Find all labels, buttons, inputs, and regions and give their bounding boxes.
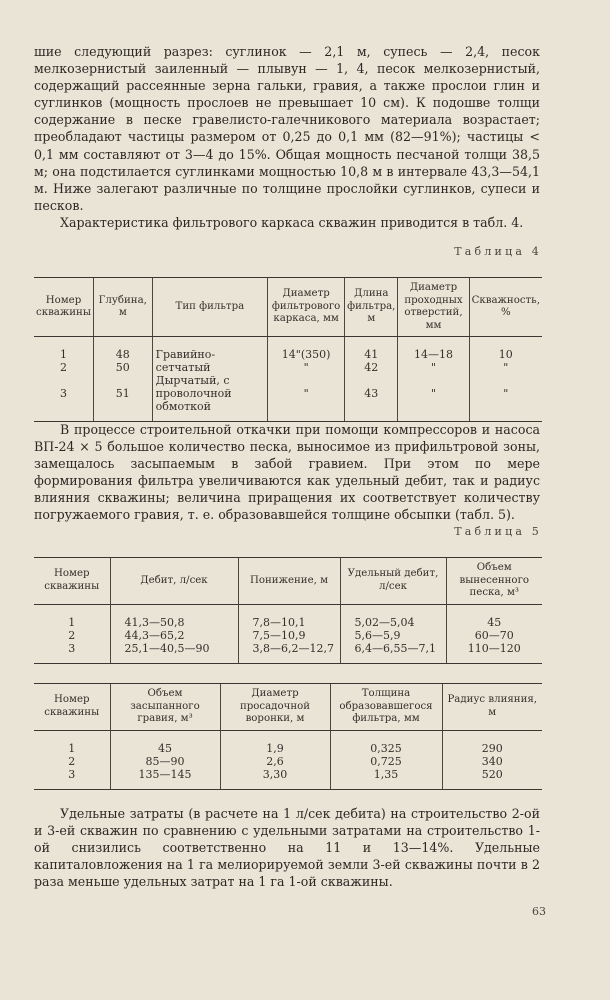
table5a-cell-drawdown: 7,8—10,1 7,5—10,9 3,8—6,2—12,7 [238, 604, 340, 663]
table5b-header-gravel-volume: Объем засыпанного гравия, м³ [110, 684, 220, 731]
table5a-cell-sand-volume: 45 60—70 110—120 [446, 604, 542, 663]
table4-caption: Таблица 4 [454, 245, 542, 258]
table5b-cell-gravel-volume: 45 85—90 135—145 [110, 730, 220, 789]
table5a-cell-well: 1 2 3 [34, 604, 110, 663]
table5a-row [34, 604, 542, 663]
table5b-header-filter-thickness: Толщина образовавшегося фильтра, мм [330, 684, 442, 731]
table4-header-filter-type: Тип фильтра [152, 278, 267, 337]
table5a-header-sand-volume: Объем вынесенного песка, м³ [446, 558, 542, 605]
table4-cell-depth: 48 50 51 [93, 337, 152, 422]
paragraph-costs: Удельные затраты (в расчете на 1 л/сек дебита) на строительство 2-ой и 3-ей скважин по сравнению с удельными затратами на строительство 1-ой снизились соответственно на 11 и 13—14%. Удельные капиталовложения на 1 га мелиорируемой земли 3-ей скважины почти в 2 раза меньше удельных затрат на 1 га 1-ой скважины. [34, 806, 540, 890]
table4-header-porosity: Скважность, % [469, 278, 542, 337]
table5a-header-yield: Дебит, л/сек [110, 558, 238, 605]
table4-cell-frame-diameter: 14"(350) " " [268, 337, 345, 422]
table4-header-frame-diameter: Диаметр фильтрового каркаса, мм [268, 278, 345, 337]
table4-cell-porosity: 10 " " [469, 337, 542, 422]
table4-cell-filter-length: 41 42 43 [345, 337, 398, 422]
table4-header-well: Номер скважины [34, 278, 93, 337]
table4-header-filter-length: Длина фильтра, м [345, 278, 398, 337]
paragraph-soil-section: шие следующий разрез: суглинок — 2,1 м, супесь — 2,4, песок мелкозернистый заиленный — плывун — 1, 4, песок мелкозернистый, содержащий рассеянные зерна гальки, гравия, а также прослои глин и суглинков (мощность прослоев не превышает 10 см). К подошве толщи содержание в песке гравелисто-галечникового материала возрастает; преобладают частицы размером от 0,25 до 0,1 мм (82—91%); частицы < 0,1 мм составляют от 3—4 до 15%. Общая мощность песчаной толщи 38,5 м; она подстилается суглинками мощностью 10,8 м в интервале 43,3—54,1 м. Ниже залегают различные по толщине прослойки суглинков, супеси и песков. [34, 44, 540, 213]
page-number: 63 [532, 905, 546, 918]
table4-filter-frame [34, 277, 542, 422]
table4-header-hole-diameter: Диаметр проходных отверстий, мм [398, 278, 469, 337]
table4-cell-hole-diameter: 14—18 " " [398, 337, 469, 422]
table5b-row [34, 730, 542, 789]
table5a-header-drawdown: Понижение, м [238, 558, 340, 605]
table5-caption: Таблица 5 [454, 525, 542, 538]
table5b-cell-crater-diameter: 1,9 2,6 3,30 [220, 730, 330, 789]
table4-cell-well: 1 2 3 [34, 337, 93, 422]
table5b-cell-influence-radius: 290 340 520 [442, 730, 542, 789]
table4-row [34, 337, 542, 422]
paragraph-filter-intro: Характеристика фильтрового каркаса скважин приводится в табл. 4. [60, 215, 524, 230]
table5a-cell-yield: 41,3—50,8 44,3—65,2 25,1—40,5—90 [110, 604, 238, 663]
table5-part1 [34, 557, 542, 664]
table5a-header-well: Номер скважины [34, 558, 110, 605]
table5b-header-well: Номер скважины [34, 684, 110, 731]
table5a-header-specific-yield: Удельный дебит, л/сек [340, 558, 446, 605]
table5b-cell-well: 1 2 3 [34, 730, 110, 789]
table5b-cell-filter-thickness: 0,325 0,725 1,35 [330, 730, 442, 789]
table4-cell-filter-type: Гравийно-сетчатый Дырчатый, с проволочной обмоткой [152, 337, 267, 422]
paragraph-pumping: В процессе строительной откачки при помощи компрессоров и насоса ВП-24 × 5 большое количество песка, выносимое из прифильтровой зоны, замещалось засыпаемым в забой гравием. При этом по мере формирования фильтра увеличиваются как удельный дебит, так и радиус влияния скважины; величина приращения их соответствует количеству погружаемого гравия, т. е. образовавшейся толщине обсыпки (табл. 5). [34, 422, 540, 523]
table5a-cell-specific-yield: 5,02—5,04 5,6—5,9 6,4—6,55—7,1 [340, 604, 446, 663]
table5-part2 [34, 683, 542, 790]
table4-header-depth: Глубина, м [93, 278, 152, 337]
table5b-header-influence-radius: Радиус влияния, м [442, 684, 542, 731]
table5b-header-crater-diameter: Диаметр просадочной воронки, м [220, 684, 330, 731]
